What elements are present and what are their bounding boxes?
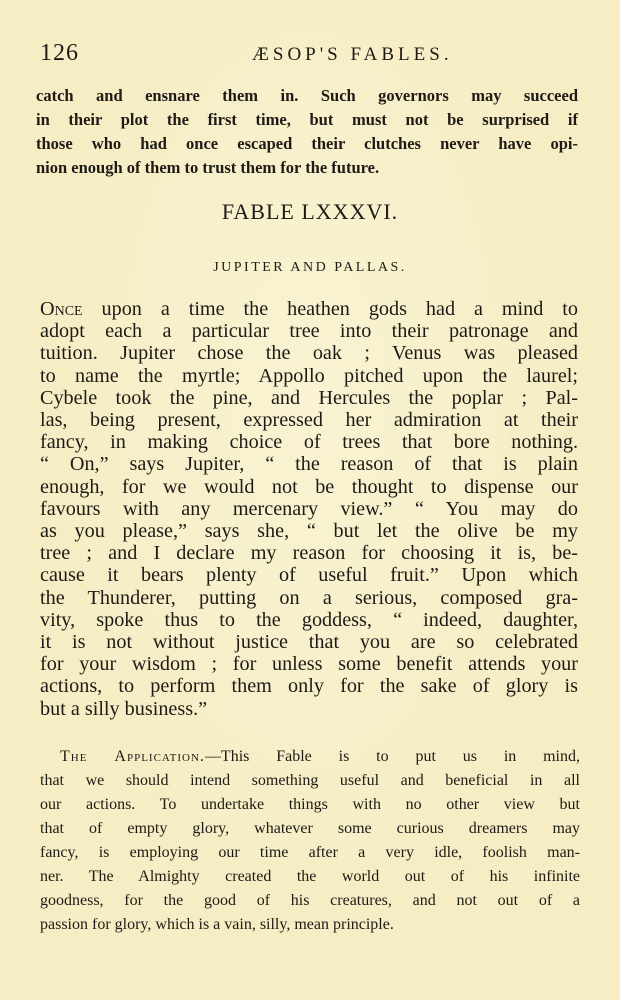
text-line: favours with any mercenary view.” “ You may do <box>40 497 578 520</box>
application-first-line-text: —This Fable is to put us in mind, <box>204 748 580 765</box>
text-line: for your wisdom ; for unless some benefit attends your <box>40 653 578 676</box>
text-line: as you please,” says she, “ but let the olive be my <box>40 520 578 543</box>
text-line: the Thunderer, putting on a serious, composed gra- <box>40 586 578 609</box>
running-head <box>40 40 580 74</box>
text-line: ner. The Almighty created the world out of his infinite <box>40 868 580 885</box>
text-line: adopt each a particular tree into their patronage and <box>40 320 578 343</box>
opening-word: Once <box>40 298 83 320</box>
text-line: tree ; and I declare my reason for choosing it is, be- <box>40 542 578 565</box>
text-line: to name the myrtle; Appollo pitched upon the laurel; <box>40 364 578 387</box>
text-line: Cybele took the pine, and Hercules the poplar ; Pal- <box>40 386 578 409</box>
text-line: las, being present, expressed her admiration at their <box>40 409 578 432</box>
fable-title-heading: JUPITER AND PALLAS. <box>213 260 407 275</box>
fable-body <box>40 298 578 720</box>
fable-number-heading: FABLE LXXXVI. <box>221 199 399 224</box>
text-line: it is not without justice that you are so celebrated <box>40 631 578 654</box>
text-line: catch and ensnare them in. Such governors may succeed <box>36 86 578 105</box>
text-line: fancy, in making choice of trees that bore nothing. <box>40 431 578 454</box>
page-number: 126 <box>40 40 79 66</box>
text-line: goodness, for the good of his creatures, and not out of a <box>40 892 580 909</box>
text-line <box>60 745 580 769</box>
text-line: fancy, is employing our time after a very idle, foolish man- <box>40 844 580 861</box>
text-line: tuition. Jupiter chose the oak ; Venus was pleased <box>40 342 578 365</box>
text-line: actions, to perform them only for the sake of glory is <box>40 675 578 698</box>
first-line-text: upon a time the heathen gods had a mind to <box>82 298 578 320</box>
text-line: passion for glory, which is a vain, silly, mean principle. <box>40 916 394 933</box>
text-line: enough, for we would not be thought to dispense our <box>40 475 578 498</box>
text-line: but a silly business.” <box>40 697 208 720</box>
text-line: nion enough of them to trust them for the future. <box>36 158 380 177</box>
application-label: The Application. <box>60 748 205 765</box>
preceding-paragraph <box>36 84 578 180</box>
text-line: our actions. To undertake things with no other view but <box>40 796 580 813</box>
text-line: “ On,” says Jupiter, “ the reason of that is plain <box>40 453 578 476</box>
text-line: cause it bears plenty of useful fruit.” Upon which <box>40 564 578 587</box>
running-title: ÆSOP'S FABLES. <box>252 44 453 65</box>
text-line: that we should intend something useful and beneficial in all <box>40 772 580 789</box>
text-line: vity, spoke thus to the goddess, “ indeed, daughter, <box>40 608 578 631</box>
text-line: that of empty glory, whatever some curious dreamers may <box>40 820 580 837</box>
text-line: those who had once escaped their clutches never have opi- <box>36 134 578 153</box>
text-line <box>40 298 578 320</box>
application-paragraph <box>40 745 580 937</box>
text-line: in their plot the first time, but must not be surprised if <box>36 110 578 129</box>
